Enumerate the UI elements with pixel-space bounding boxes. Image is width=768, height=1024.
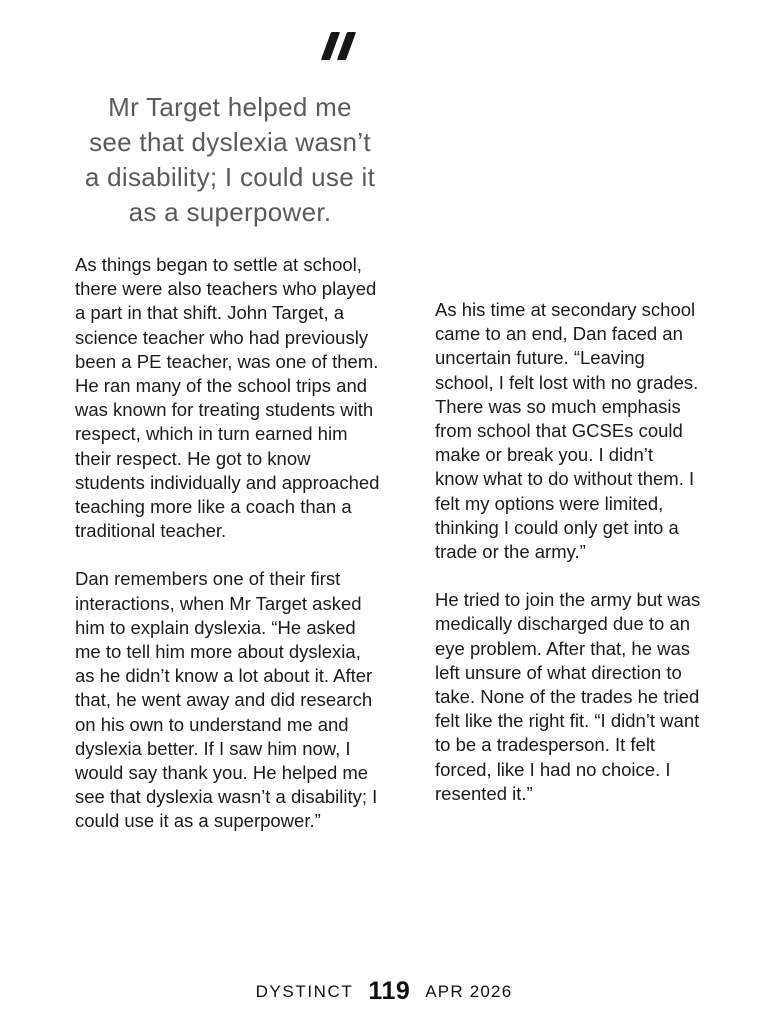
quote-icon bbox=[326, 32, 351, 60]
left-column bbox=[75, 253, 383, 834]
pull-quote-line: Mr Target helped me bbox=[108, 92, 352, 122]
page-footer bbox=[0, 977, 768, 1006]
pull-quote-line: see that dyslexia wasn’t bbox=[89, 127, 371, 157]
body-paragraph: Dan remembers one of their first interactions, when Mr Target asked him to explain dyslexia. “He asked me to tell him more about dyslexia, as he didn’t know a lot about it. After that, he went away and did research on his own to understand me and dyslexia better. If I saw him now, I would say thank you. He helped me see that dyslexia wasn’t a disability; I could use it as a superpower.” bbox=[75, 568, 378, 832]
page-number: 119 bbox=[368, 977, 411, 1005]
issue-date: APR 2026 bbox=[425, 981, 513, 1001]
article-body bbox=[75, 253, 701, 834]
body-paragraph: As his time at secondary school came to an end, Dan faced an uncertain future. “Leaving school, I felt lost with no grades. There was so much emphasis from school that GCSEs could make or break you. I didn’t know what to do without them. I felt my options were limited, thinking I could only get into a trade or the army.” bbox=[435, 299, 699, 563]
body-paragraph: He tried to join the army but was medically discharged due to an eye problem. After that, he was left unsure of what direction to take. None of the trades he tried felt like the right fit. “I didn’t want to be a tradesperson. It felt forced, like I had no choice. I resented it.” bbox=[435, 589, 701, 804]
quote-bar bbox=[337, 32, 356, 60]
right-column bbox=[435, 298, 701, 834]
pull-quote-line: as a superpower. bbox=[128, 197, 332, 227]
body-paragraph: As things began to settle at school, there were also teachers who played a part in that shift. John Target, a science teacher who had previously been a PE teacher, was one of them. He ran many of the school trips and was known for treating students with respect, which in turn earned him their respect. He got to know students individually and approached teaching more like a coach than a traditional teacher. bbox=[75, 254, 380, 542]
magazine-title: DYSTINCT bbox=[255, 981, 354, 1001]
pull-quote bbox=[40, 90, 420, 230]
pull-quote-line: a disability; I could use it bbox=[84, 162, 376, 192]
